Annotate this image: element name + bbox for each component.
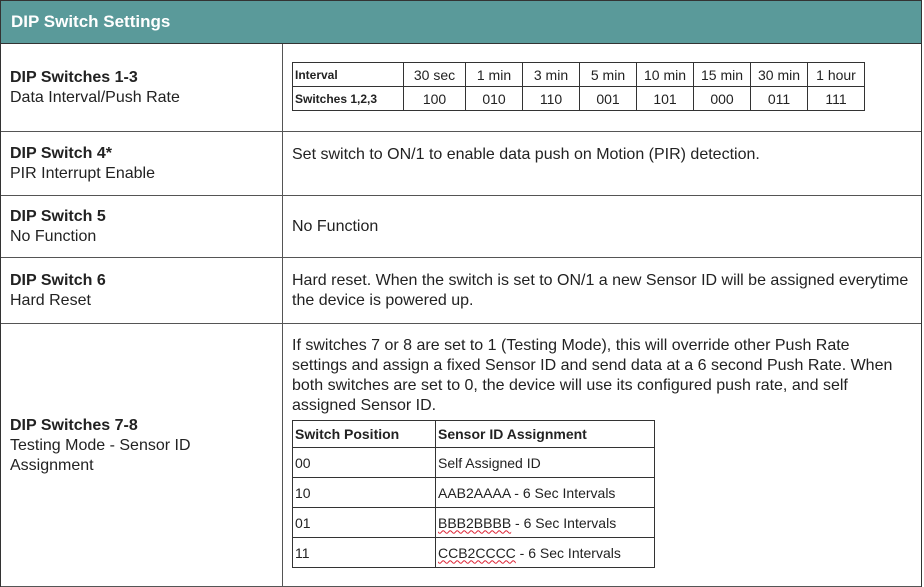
row-label xyxy=(1,44,283,131)
table-row xyxy=(293,508,655,538)
switch-code-label: Switches 1,2,3 xyxy=(293,87,404,111)
sensor-id-value: CCB2CCCC xyxy=(438,544,516,561)
row-label xyxy=(1,196,283,257)
interval-table xyxy=(292,62,865,111)
row-label xyxy=(1,132,283,195)
row-switch-6 xyxy=(1,258,921,324)
row-switch-5 xyxy=(1,196,921,258)
switch-code-cell: 101 xyxy=(637,87,694,111)
interval-cell: 3 min xyxy=(523,63,580,87)
switch-position: 11 xyxy=(293,538,436,568)
row-switches-7-8 xyxy=(1,324,921,587)
row-label xyxy=(1,258,283,323)
sensor-id xyxy=(436,508,655,538)
switch-position: 10 xyxy=(293,478,436,508)
interval-cell: 15 min xyxy=(694,63,751,87)
row-subtitle: PIR Interrupt Enable xyxy=(10,164,155,182)
row-title: DIP Switch 4* xyxy=(10,144,112,162)
row-description: No Function xyxy=(292,217,379,235)
row-content xyxy=(283,44,921,131)
switch-code-cell: 111 xyxy=(808,87,865,111)
sensor-id-suffix: - 6 Sec Intervals xyxy=(510,484,616,501)
interval-cell: 1 min xyxy=(466,63,523,87)
header-title: DIP Switch Settings xyxy=(11,12,171,31)
table-row xyxy=(293,478,655,508)
row-subtitle: Data Interval/Push Rate xyxy=(10,88,180,106)
row-switch-4 xyxy=(1,132,921,196)
switch-code-cell: 001 xyxy=(580,87,637,111)
interval-cell: 30 min xyxy=(751,63,808,87)
table-header xyxy=(0,0,922,44)
sensor-id-value: AAB2AAAA xyxy=(438,484,511,501)
switch-code-cell: 011 xyxy=(751,87,808,111)
row-switches-1-3 xyxy=(1,44,921,132)
row-description: Set switch to ON/1 to enable data push on Motion (PIR) detection. xyxy=(292,146,760,163)
switch-code-cell: 110 xyxy=(523,87,580,111)
switch-position: 00 xyxy=(293,448,436,478)
switch-position-table xyxy=(292,420,655,568)
row-label xyxy=(1,324,283,586)
table-row xyxy=(293,538,655,568)
interval-cell: 30 sec xyxy=(404,63,466,87)
sensor-id-value: BBB2BBBB xyxy=(438,514,512,531)
row-title: DIP Switches 1-3 xyxy=(10,68,138,86)
sensor-id-value: Self Assigned ID xyxy=(438,454,541,471)
row-content xyxy=(283,324,921,586)
sensor-id xyxy=(436,538,655,568)
header-sensor-id: Sensor ID Assignment xyxy=(436,421,655,448)
row-description: If switches 7 or 8 are set to 1 (Testing Mode), this will override other Push Rate settings and assign a fixed Sensor ID and send data at a 6 second Push Rate. When both switches are set to 0, the device will use its configured push rate, and self assigned Sensor ID. xyxy=(292,337,893,414)
interval-row xyxy=(293,63,865,87)
row-subtitle: Testing Mode - Sensor ID Assignment xyxy=(10,437,191,474)
table-row xyxy=(293,448,655,478)
row-content xyxy=(283,258,921,323)
header-switch-position: Switch Position xyxy=(293,421,436,448)
switch-code-cell: 000 xyxy=(694,87,751,111)
interval-cell: 1 hour xyxy=(808,63,865,87)
row-title: DIP Switch 5 xyxy=(10,207,106,225)
switch-code-cell: 100 xyxy=(404,87,466,111)
row-title: DIP Switch 6 xyxy=(10,271,106,289)
settings-table xyxy=(0,44,922,587)
row-subtitle: Hard Reset xyxy=(10,291,91,309)
switch-code-cell: 010 xyxy=(466,87,523,111)
row-subtitle: No Function xyxy=(10,227,97,245)
sensor-id-suffix: - 6 Sec Intervals xyxy=(511,514,617,531)
sensor-id xyxy=(436,478,655,508)
row-content xyxy=(283,132,921,195)
sensor-id-suffix: - 6 Sec Intervals xyxy=(515,544,621,561)
interval-cell: 10 min xyxy=(637,63,694,87)
row-description: Hard reset. When the switch is set to ON/1 a new Sensor ID will be assigned everytime the device is powered up. xyxy=(292,271,909,309)
row-content xyxy=(283,196,921,257)
switch-position: 01 xyxy=(293,508,436,538)
interval-label: Interval xyxy=(293,63,404,87)
sensor-id xyxy=(436,448,655,478)
switch-code-row xyxy=(293,87,865,111)
interval-cell: 5 min xyxy=(580,63,637,87)
row-title: DIP Switches 7-8 xyxy=(10,417,138,434)
switch-table-header xyxy=(293,421,655,448)
